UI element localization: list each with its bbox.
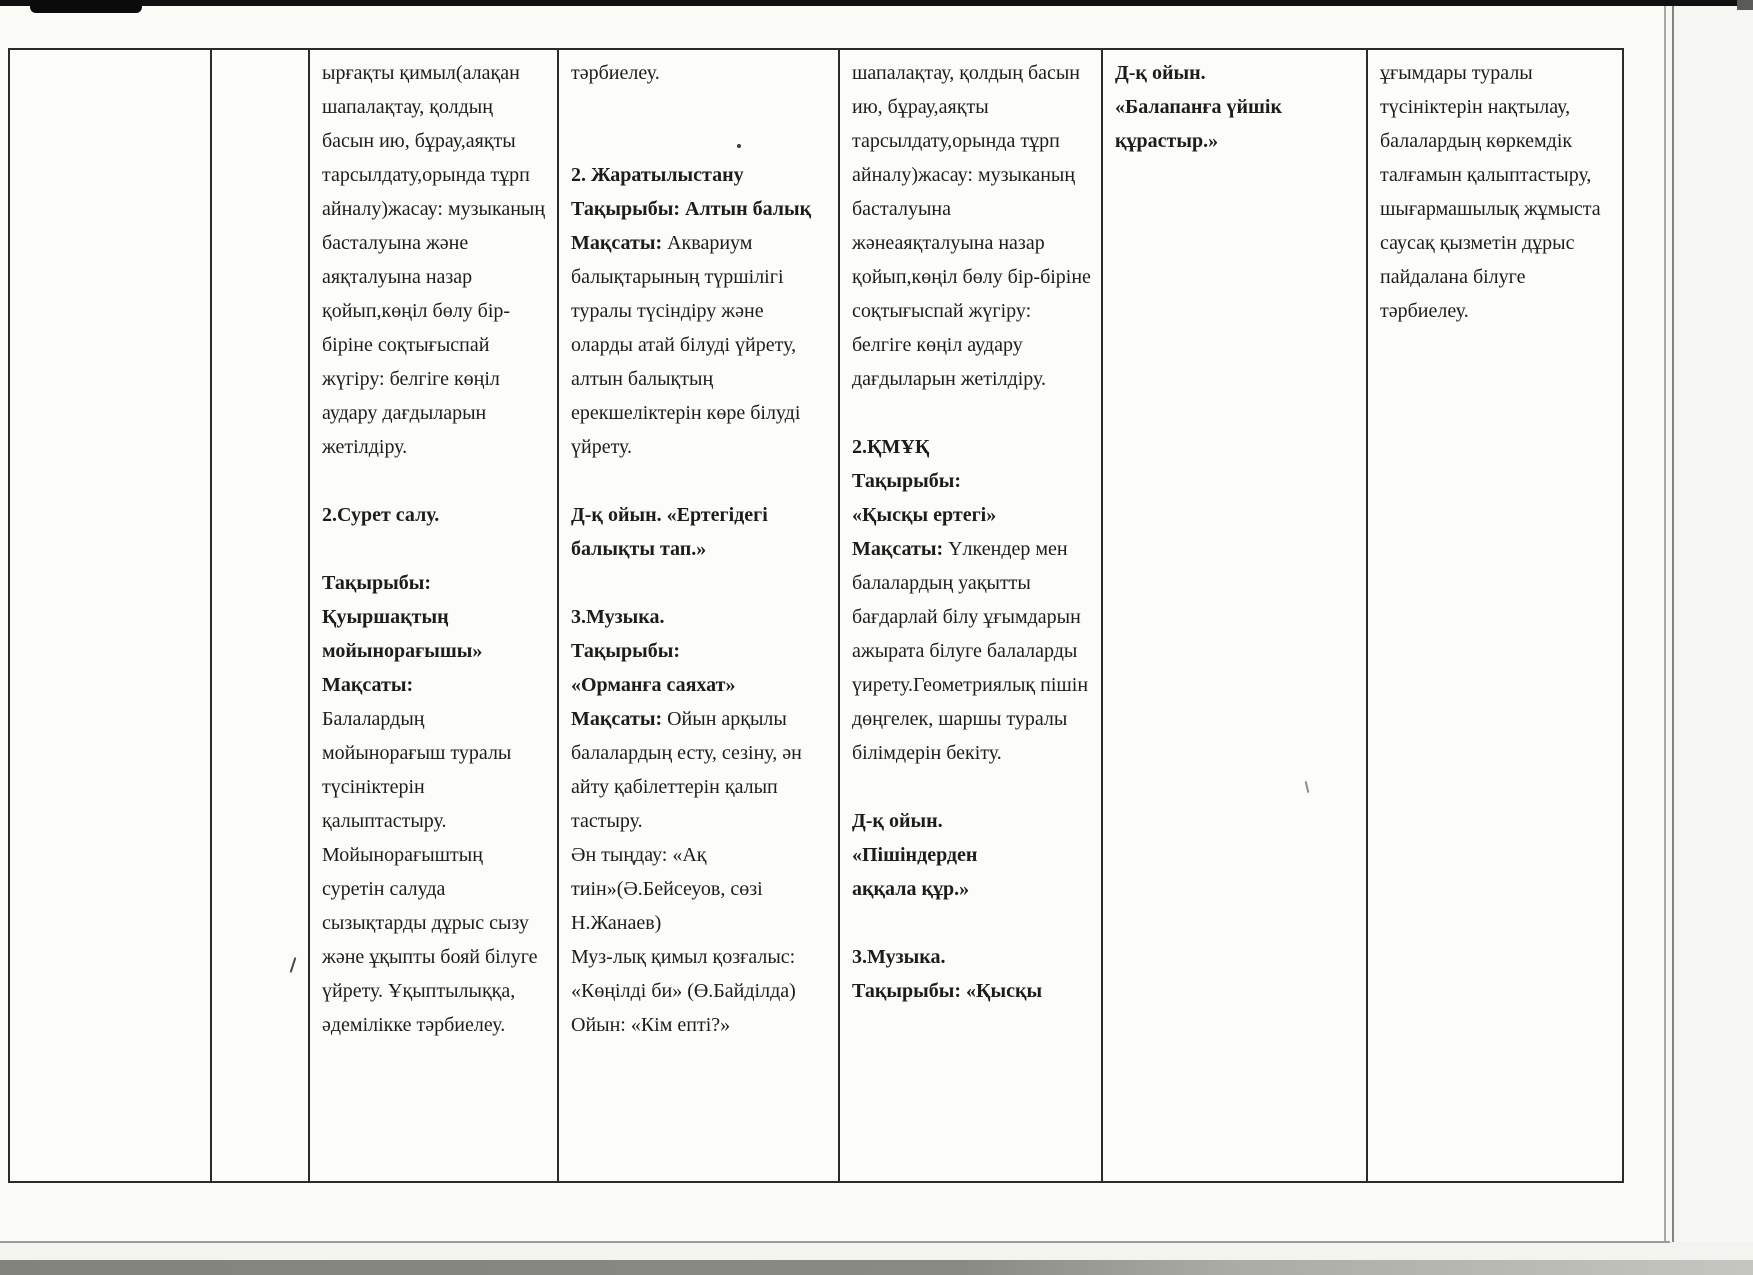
paragraph (852, 430, 1093, 464)
text-run: ырғақты қимыл(алақан шапалақтау, қолдың басын ию, бұрау,аяқты тарсылдату,орында тұрп айналу)жасау: музыканың басталуына және аяқталуына назар қойып,көңіл бөлу бір-біріне соқтығыспай жүгіру: белгіге көңіл аудару дағдыларын жетілдіру. (322, 62, 546, 458)
paragraph (852, 804, 1093, 838)
paragraph (571, 838, 830, 940)
bold-text-run: «Орманға саяхат» (571, 674, 736, 696)
bold-text-run: Д-қ ойын. «Ертегідегі балықты тап.» (571, 504, 768, 560)
text-run: Ән тыңдау: «Ақ тиін»(Ә.Бейсеуов, сөзі Н.Жанаев) (571, 844, 763, 934)
paragraph (852, 940, 1093, 974)
table-cell-column-d (1103, 50, 1368, 1181)
paragraph (852, 872, 1093, 906)
paragraph (1380, 56, 1614, 328)
bold-text-run: 2.Сурет салу. (322, 504, 440, 526)
bold-text-run: Тақырыбы: (852, 470, 961, 492)
text-run: «Көңілді би» (Ө.Байділда) (571, 980, 796, 1002)
bold-text-run: «Балапанға үйшік құрастыр.» (1115, 96, 1282, 152)
table-cell-column-e (1368, 50, 1622, 1181)
paragraph (571, 702, 830, 838)
paragraph (852, 56, 1093, 396)
table-cell-column-c (840, 50, 1103, 1181)
bold-text-run: Тақырыбы: (571, 640, 680, 662)
paragraph (852, 498, 1093, 532)
bold-text-run: 2. Жаратылыстану (571, 164, 744, 186)
text-run: шапалақтау, қолдың басын ию, бұрау,аяқты тарсылдату,орында тұрп айналу)жасау: музыканың басталуына жәнеаяқталуына назар қойып,көңіл бөлу бір-біріне соқтығыспай жүгіру: белгіге көңіл аудару дағдыларын жетілдіру. (852, 62, 1091, 390)
paragraph (571, 56, 830, 90)
text-run: Үлкендер мен балалардың уақытты бағдарлай білу ұғымдарын ажырата білуге балаларды үирету.Геометриялық пішін дөңгелек, шаршы туралы білімдерін бекіту. (852, 538, 1089, 764)
bold-text-run: Тақырыбы: Алтын балық (571, 198, 812, 220)
paragraph (852, 532, 1093, 770)
paragraph (322, 56, 549, 464)
paragraph (571, 668, 830, 702)
bold-text-run: Қуыршақтың мойынорағышы» (322, 606, 483, 662)
paragraph (571, 192, 830, 226)
page-right-margin (1666, 0, 1753, 1242)
paragraph (322, 498, 549, 532)
dot-artifact (737, 144, 741, 148)
bold-text-run: Д-қ ойын. (852, 810, 943, 832)
text-run: тәрбиелеу. (571, 62, 660, 84)
text-run: Муз-лық қимыл қозғалыс: (571, 946, 796, 968)
paragraph (571, 940, 830, 974)
paragraph (571, 498, 830, 566)
paragraph (571, 158, 830, 192)
paragraph (322, 668, 549, 702)
bold-text-run: 3.Музыка. (852, 946, 946, 968)
bold-text-run: Мақсаты: (322, 674, 414, 696)
bold-text-run: аққала құр.» (852, 878, 970, 900)
paragraph (571, 600, 830, 634)
table-cell-empty-narrow (212, 50, 310, 1181)
paragraph (852, 974, 1093, 1008)
paragraph (322, 702, 549, 1042)
table-cell-empty-wide (10, 50, 212, 1181)
table-cell-column-b (559, 50, 840, 1181)
scan-edge-bottom-strip (0, 1260, 1753, 1275)
paragraph (571, 226, 830, 464)
paragraph (571, 1008, 830, 1042)
bold-text-run: Мақсаты: (571, 232, 663, 254)
scan-edge-top-right (1737, 0, 1753, 10)
paragraph (322, 566, 549, 600)
text-run: Ойын: «Кім епті?» (571, 1014, 731, 1036)
text-run: Ойын арқылы балалардың есту, сезіну, ән айту қабілеттерін қалып тастыру. (571, 708, 802, 832)
text-run: Аквариум балықтарының түршілігі туралы түсіндіру және оларды атай білуді үйрету, алтын балықтың ерекшеліктерін көре білуді үйрету. (571, 232, 801, 458)
text-run: Балалардың мойынорағыш туралы түсініктерін қалыптастыру. Мойынорағыштың суретін салуда сызықтарды дұрыс сызу және ұқыпты бояй білуге үйрету. Ұқыптылыққа, әдемілікке тәрбиелеу. (322, 708, 538, 1036)
bold-text-run: 3.Музыка. (571, 606, 665, 628)
bold-text-run: Тақырыбы: (322, 572, 431, 594)
bold-text-run: 2.ҚМҰҚ (852, 436, 930, 458)
page-edge-line-inner (1672, 6, 1674, 1242)
bold-text-run: Мақсаты: (571, 708, 663, 730)
paragraph (1115, 90, 1358, 158)
bold-text-run: «Қысқы ертегі» (852, 504, 997, 526)
paragraph (852, 838, 1093, 872)
lesson-plan-table (8, 48, 1624, 1183)
paragraph (571, 974, 830, 1008)
bold-text-run: Тақырыбы: «Қысқы (852, 980, 1043, 1002)
paragraph (852, 464, 1093, 498)
text-run: ұғымдары туралы түсініктерін нақтылау, балалардың көркемдік талғамын қалыптастыру, шығармашылық жұмыста саусақ қызметін дұрыс пайдалана білуге тәрбиелеу. (1380, 62, 1601, 322)
page-edge-bottom-line (0, 1241, 1670, 1243)
page-edge-line-outer (1664, 6, 1666, 1242)
paragraph (1115, 56, 1358, 90)
scan-edge-blob (30, 0, 142, 13)
bold-text-run: «Пішіндерден (852, 844, 978, 866)
table-cell-column-a (310, 50, 559, 1181)
bold-text-run: Мақсаты: (852, 538, 944, 560)
scan-edge-top-bar (0, 0, 1753, 6)
paragraph (571, 634, 830, 668)
bold-text-run: Д-қ ойын. (1115, 62, 1206, 84)
paragraph (322, 600, 549, 668)
